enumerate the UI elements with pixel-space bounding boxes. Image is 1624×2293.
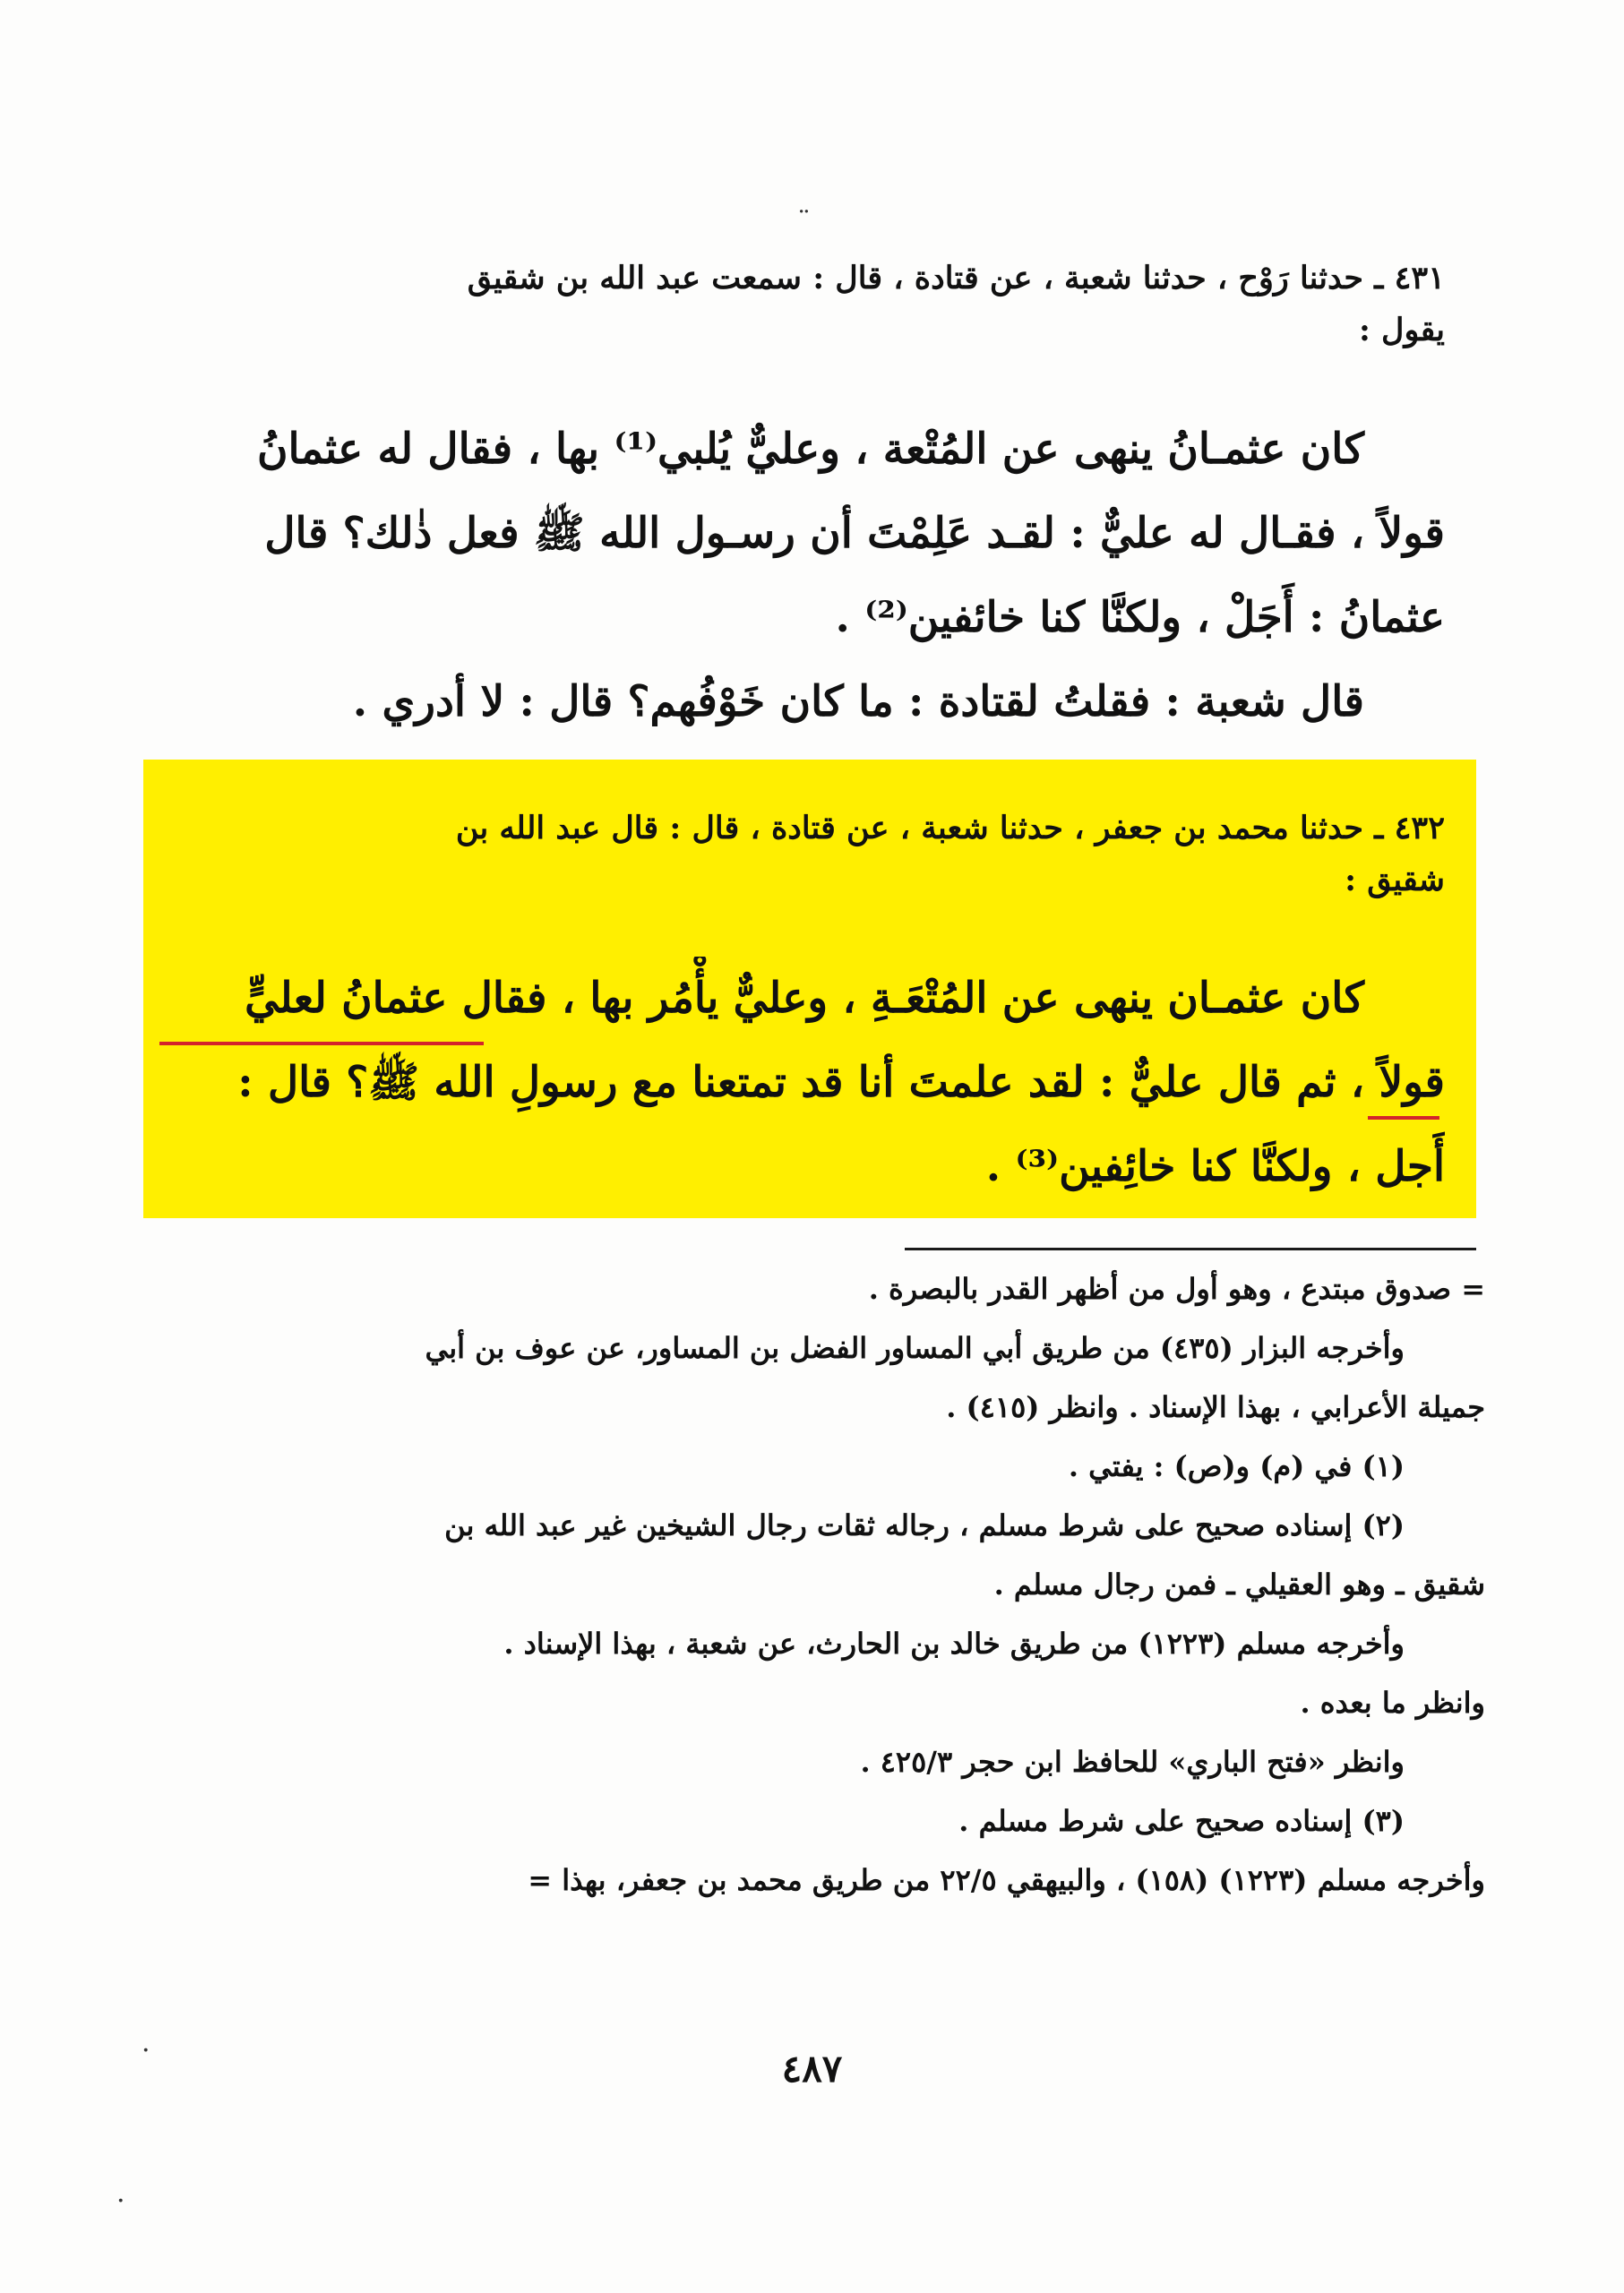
- hadith-432-header-line: شقيق :: [1345, 862, 1445, 898]
- footnote-line: شقيق ـ وهو العقيلي ـ فمن رجال مسلم .: [993, 1567, 1485, 1602]
- red-underline: [159, 1042, 484, 1045]
- hadith-432-header: [175, 803, 1445, 906]
- footnote-line: وانظر «فتح الباري» للحافظ ابن حجر ٤٢٥/٣ .: [860, 1745, 1405, 1779]
- ink-speck: ¨: [797, 206, 811, 237]
- footnote-rule: [905, 1248, 1476, 1250]
- hadith-432-text-line: أَجل ، ولكنَّا كنا خائِفين⁽³⁾ .: [985, 1142, 1445, 1191]
- footnote-line: (١) في (م) و(ص) : يفتي .: [1068, 1449, 1405, 1483]
- footnote-line: وأخرجه مسلم (١٢٢٣) (١٥٨) ، والبيهقي ٢٢/٥ من طريق محمد بن جعفر، بهذا =: [528, 1863, 1485, 1897]
- footnote-line: = صدوق مبتدع ، وهو أول من أظهر القدر بالبصرة .: [868, 1272, 1485, 1306]
- shuba-question-line: قال شعبة : فقلتُ لقتادة : ما كان خَوْفُهم؟ قال : لا أدري .: [352, 677, 1364, 726]
- hadith-431-header-line: يقول :: [1358, 312, 1445, 348]
- footnote-line: جميلة الأعرابي ، بهذا الإسناد . وانظر (٤١٥) .: [946, 1390, 1485, 1424]
- footnote-line: وانظر ما بعده .: [1300, 1686, 1485, 1720]
- hadith-431-header: [175, 253, 1445, 356]
- footnotes: [175, 1259, 1485, 1910]
- footnote-line: (٢) إسناده صحيح على شرط مسلم ، رجاله ثقات رجال الشيخين غير عبد الله بن: [444, 1508, 1405, 1542]
- red-underline: [1368, 1116, 1439, 1120]
- hadith-432-text-line: قولاً ، ثم قال عليٌّ : لقد علمتَ أنا قد تمتعنا مع رسولِ الله ﷺ؟ قال :: [237, 1058, 1445, 1107]
- ink-dot: ·: [116, 2186, 125, 2217]
- footnote-line: (٣) إسناده صحيح على شرط مسلم .: [958, 1804, 1405, 1838]
- footnote-line: وأخرجه مسلم (١٢٢٣) من طريق خالد بن الحارث، عن شعبة ، بهذا الإسناد .: [503, 1627, 1405, 1661]
- hadith-432-text: [175, 957, 1445, 1209]
- hadith-431-text-line: عثمانُ : أَجَلْ ، ولكنَّا كنا خائفين⁽²⁾ .: [835, 593, 1445, 642]
- footnote-line: وأخرجه البزار (٤٣٥) من طريق أبي المساور الفضل بن المساور، عن عوف بن أبي: [425, 1331, 1405, 1365]
- hadith-432-text-line: كان عثمـان ينهى عن المُتْعَـةِ ، وعليٌّ يأْمُر بها ، فقال عثمانُ لعليٍّ: [245, 974, 1364, 1023]
- page-number: ٤٨٧: [781, 2047, 843, 2091]
- hadith-431-header-line: ٤٣١ ـ حدثنا رَوْح ، حدثنا شعبة ، عن قتادة ، قال : سمعت عبد الله بن شقيق: [467, 260, 1445, 296]
- hadith-432-header-line: ٤٣٢ ـ حدثنا محمد بن جعفر ، حدثنا شعبة ، عن قتادة ، قال : قال عبد الله بن: [455, 810, 1445, 846]
- hadith-431-text: [175, 408, 1445, 744]
- hadith-431-text-line: قولاً ، فقـال له عليٌّ : لقـد عَلِمْتَ أن رسـول الله ﷺ فعل ذٰلك؟ قال: [264, 509, 1445, 558]
- hadith-431-text-line: كان عثمـانُ ينهى عن المُتْعة ، وعليٌّ يُلبي⁽¹⁾ بها ، فقال له عثمانُ: [256, 425, 1364, 474]
- ink-dot: ·: [142, 2035, 150, 2066]
